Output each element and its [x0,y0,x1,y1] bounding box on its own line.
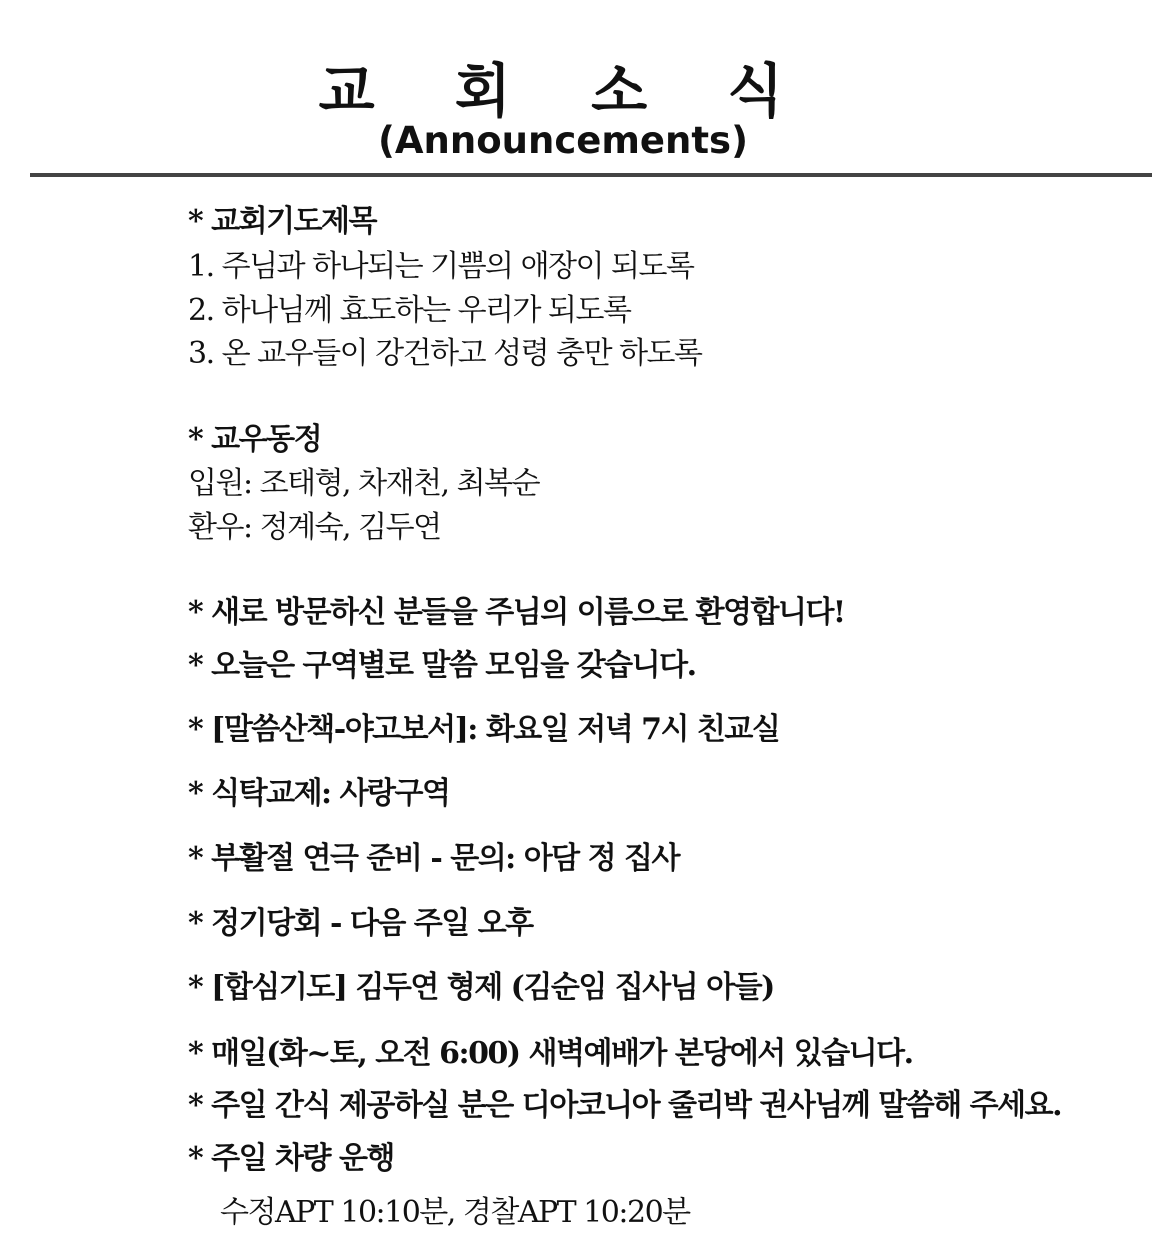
shuttle-times: 수정APT 10:10분, 경찰APT 10:20분 [220,1195,690,1230]
notice-item: * [합심기도] 김두연 형제 (김순임 집사님 아들) [188,970,774,1005]
members-hospitalized: 입원: 조태형, 차재천, 최복순 [188,466,540,501]
notice-item: * 새로 방문하신 분들을 주님의 이름으로 환영합니다! [188,595,845,630]
notice-item: * 주일 차량 운행 [188,1141,394,1176]
page-subtitle: (Announcements) [378,119,748,162]
notice-item: * 오늘은 구역별로 말씀 모임을 갖습니다. [188,648,696,683]
prayer-heading: * 교회기도제목 [188,204,377,239]
notice-item: * 주일 간식 제공하실 분은 디아코니아 줄리박 권사님께 말씀해 주세요. [188,1088,1062,1123]
notice-item: * 정기당회 - 다음 주일 오후 [188,906,533,941]
members-heading: * 교우동정 [188,422,322,457]
members-discharged: 환우: 정계숙, 김두연 [188,510,441,545]
notice-item: * 매일(화~토, 오전 6:00) 새벽예배가 본당에서 있습니다. [188,1036,913,1071]
page-title: 교 회 소 식 [318,57,814,125]
prayer-item: 1. 주님과 하나되는 기쁨의 애장이 되도록 [188,249,694,284]
title-divider [30,173,1152,177]
notice-item: * [말씀산책-야고보서]: 화요일 저녁 7시 친교실 [188,712,780,747]
notice-item: * 식탁교제: 사랑구역 [188,776,450,811]
prayer-item: 3. 온 교우들이 강건하고 성령 충만 하도록 [188,336,702,371]
prayer-item: 2. 하나님께 효도하는 우리가 되도록 [188,293,631,328]
notice-item: * 부활절 연극 준비 - 문의: 아담 정 집사 [188,841,679,876]
